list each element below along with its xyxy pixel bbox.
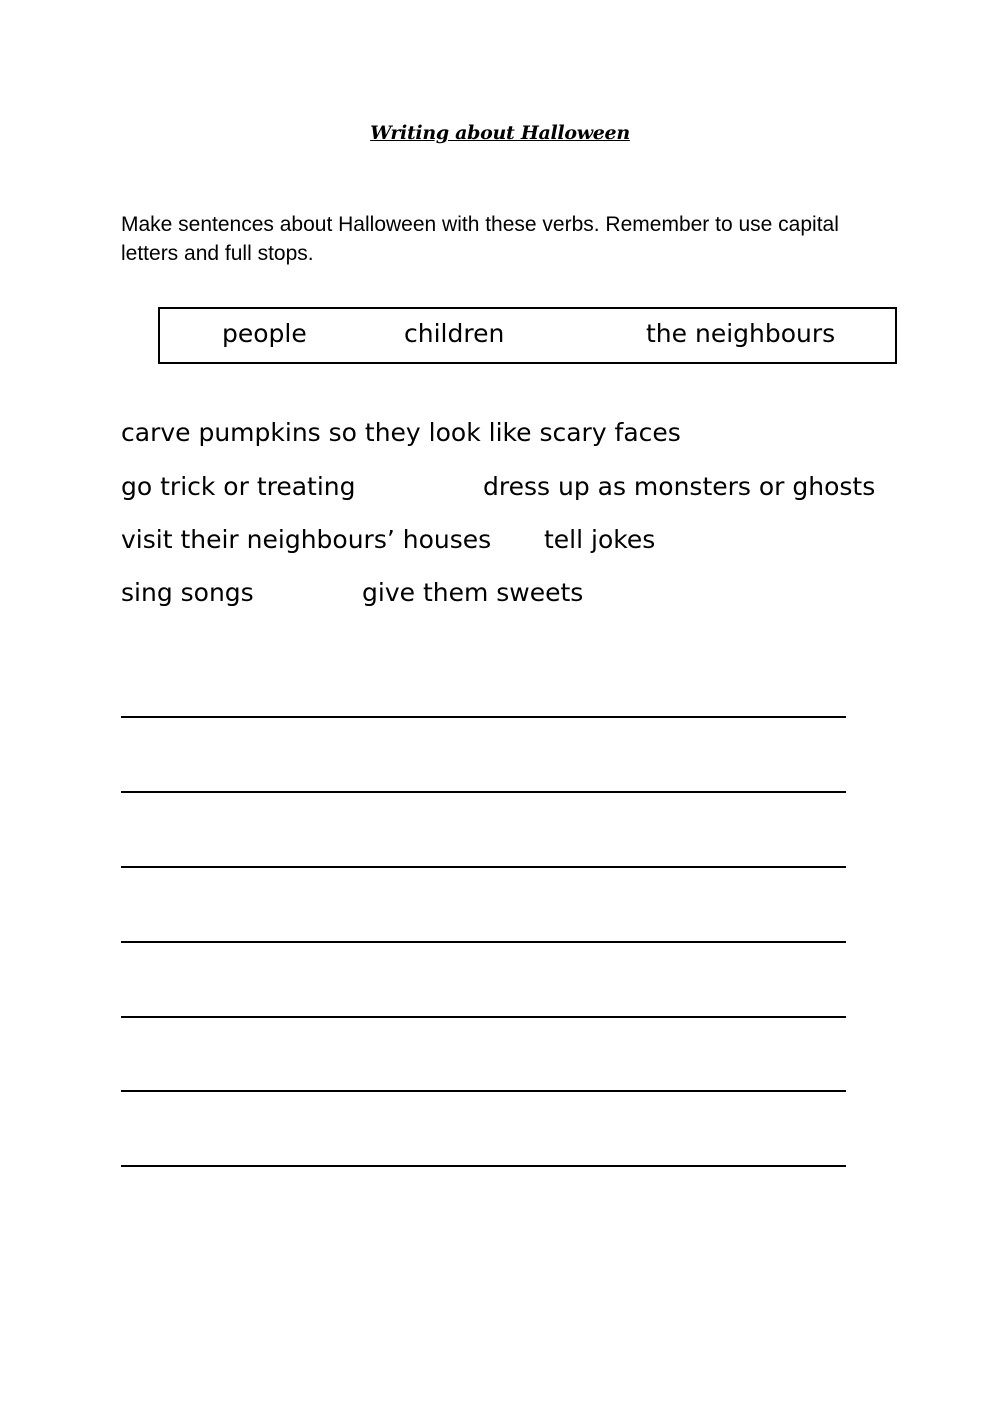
phrase-give-sweets: give them sweets <box>362 578 584 607</box>
phrase-dress-up: dress up as monsters or ghosts <box>483 472 876 501</box>
answer-line[interactable] <box>121 1016 846 1018</box>
instructions-text: Make sentences about Halloween with these verbs. Remember to use capital letters and full stops. <box>121 213 839 265</box>
worksheet-title: Writing about Halloween <box>370 122 630 144</box>
subject-people: people <box>222 319 307 348</box>
phrase-tell-jokes: tell jokes <box>544 525 656 554</box>
phrase-visit-neighbours: visit their neighbours’ houses <box>121 525 492 554</box>
answer-line[interactable] <box>121 941 846 943</box>
subject-children: children <box>404 319 505 348</box>
phrase-sing-songs: sing songs <box>121 578 254 607</box>
answer-line[interactable] <box>121 716 846 718</box>
subject-the-neighbours: the neighbours <box>646 319 836 348</box>
phrase-carve-pumpkins: carve pumpkins so they look like scary faces <box>121 418 681 447</box>
answer-line[interactable] <box>121 1090 846 1092</box>
answer-line[interactable] <box>121 1165 846 1167</box>
subject-word-box <box>158 307 897 364</box>
phrase-trick-or-treating: go trick or treating <box>121 472 356 501</box>
answer-line[interactable] <box>121 866 846 868</box>
answer-line[interactable] <box>121 791 846 793</box>
